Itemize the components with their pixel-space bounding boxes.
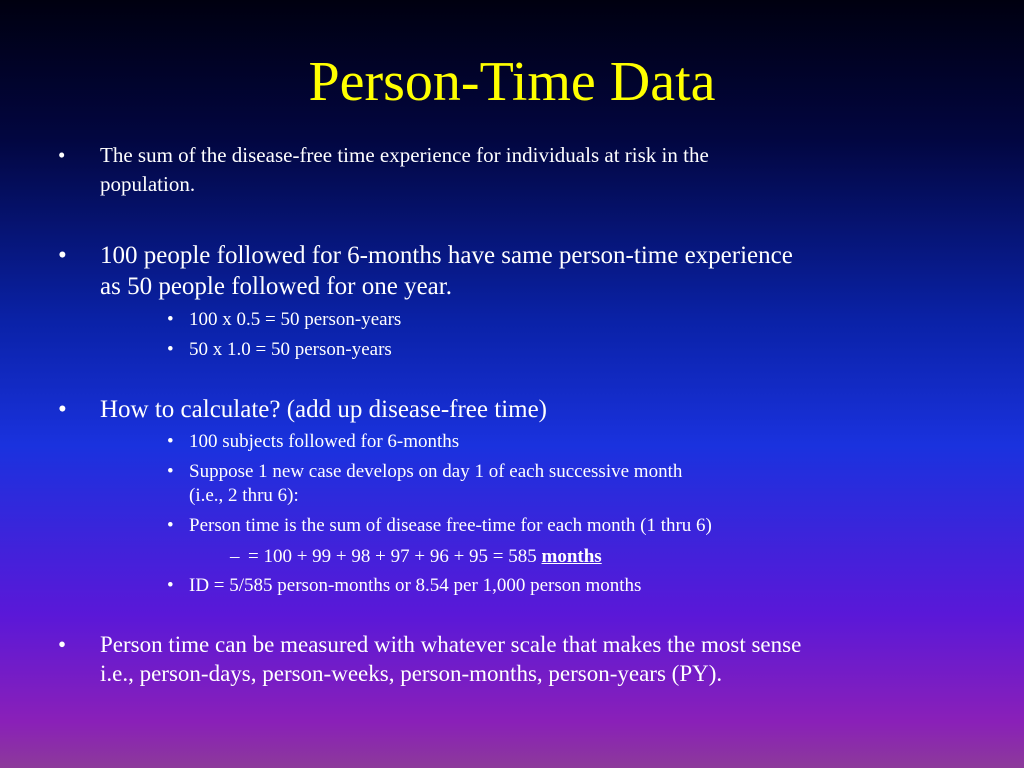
bullet-text bbox=[100, 141, 978, 199]
bullet-marker: • bbox=[58, 396, 67, 423]
bullet-marker: • bbox=[58, 242, 67, 269]
sub-bullet-text: Person time is the sum of disease free-time for each month (1 thru 6) bbox=[189, 515, 712, 536]
bullet-scale bbox=[58, 630, 978, 690]
bullet-text bbox=[100, 240, 978, 302]
bullet-text-line: population. bbox=[100, 172, 196, 196]
sub-bullet-text: ID = 5/585 person-months or 8.54 per 1,000 person months bbox=[189, 575, 642, 596]
sub-bullet-marker: • bbox=[167, 309, 174, 330]
bullet-equivalence bbox=[58, 240, 978, 304]
bullet-text-line: i.e., person-days, person-weeks, person-months, person-years (PY). bbox=[100, 661, 723, 686]
sub-bullet bbox=[167, 574, 967, 598]
bullet-text-line: as 50 people followed for one year. bbox=[100, 273, 452, 300]
bullet-text bbox=[100, 630, 978, 688]
sub-bullet-marker: • bbox=[167, 575, 174, 596]
sub-bullet bbox=[167, 308, 967, 332]
sub-sub-bullet-text bbox=[248, 545, 930, 569]
sub-bullet-marker: • bbox=[167, 515, 174, 536]
sum-expression: = 100 + 99 + 98 + 97 + 96 + 95 = 585 bbox=[248, 546, 542, 567]
sub-bullet bbox=[167, 460, 967, 508]
sub-bullet-text: 100 subjects followed for 6-months bbox=[189, 431, 460, 452]
emphasized-unit: months bbox=[541, 546, 602, 567]
bullet-definition bbox=[58, 141, 978, 201]
slide-title: Person-Time Data bbox=[308, 51, 716, 113]
sub-bullet-marker: • bbox=[167, 461, 174, 482]
bullet-marker: • bbox=[58, 143, 66, 167]
sub-bullet-marker: • bbox=[167, 431, 174, 452]
bullet-text: How to calculate? (add up disease-free time) bbox=[100, 396, 548, 423]
bullet-text-line: The sum of the disease-free time experience for individuals at risk in the bbox=[100, 143, 709, 167]
sub-bullet-text: 100 x 0.5 = 50 person-years bbox=[189, 309, 402, 330]
sub-bullet bbox=[167, 430, 967, 454]
sub-bullet-marker: • bbox=[167, 339, 174, 360]
sub-sub-bullet-marker: – bbox=[230, 546, 240, 567]
sub-sub-bullet-sum bbox=[230, 545, 930, 569]
bullet-text-line: 100 people followed for 6-months have same person-time experience bbox=[100, 242, 793, 269]
sub-bullet-text bbox=[189, 460, 967, 508]
sub-bullet-text-line: Suppose 1 new case develops on day 1 of each successive month bbox=[189, 461, 683, 482]
sub-bullet bbox=[167, 338, 967, 362]
sub-bullet-text: 50 x 1.0 = 50 person-years bbox=[189, 339, 392, 360]
bullet-marker: • bbox=[58, 632, 67, 657]
bullet-how-to-calculate bbox=[58, 394, 978, 426]
sub-bullet bbox=[167, 514, 967, 538]
bullet-text-line: Person time can be measured with whatever scale that makes the most sense bbox=[100, 632, 802, 657]
sub-bullet-text-line: (i.e., 2 thru 6): bbox=[189, 485, 299, 506]
